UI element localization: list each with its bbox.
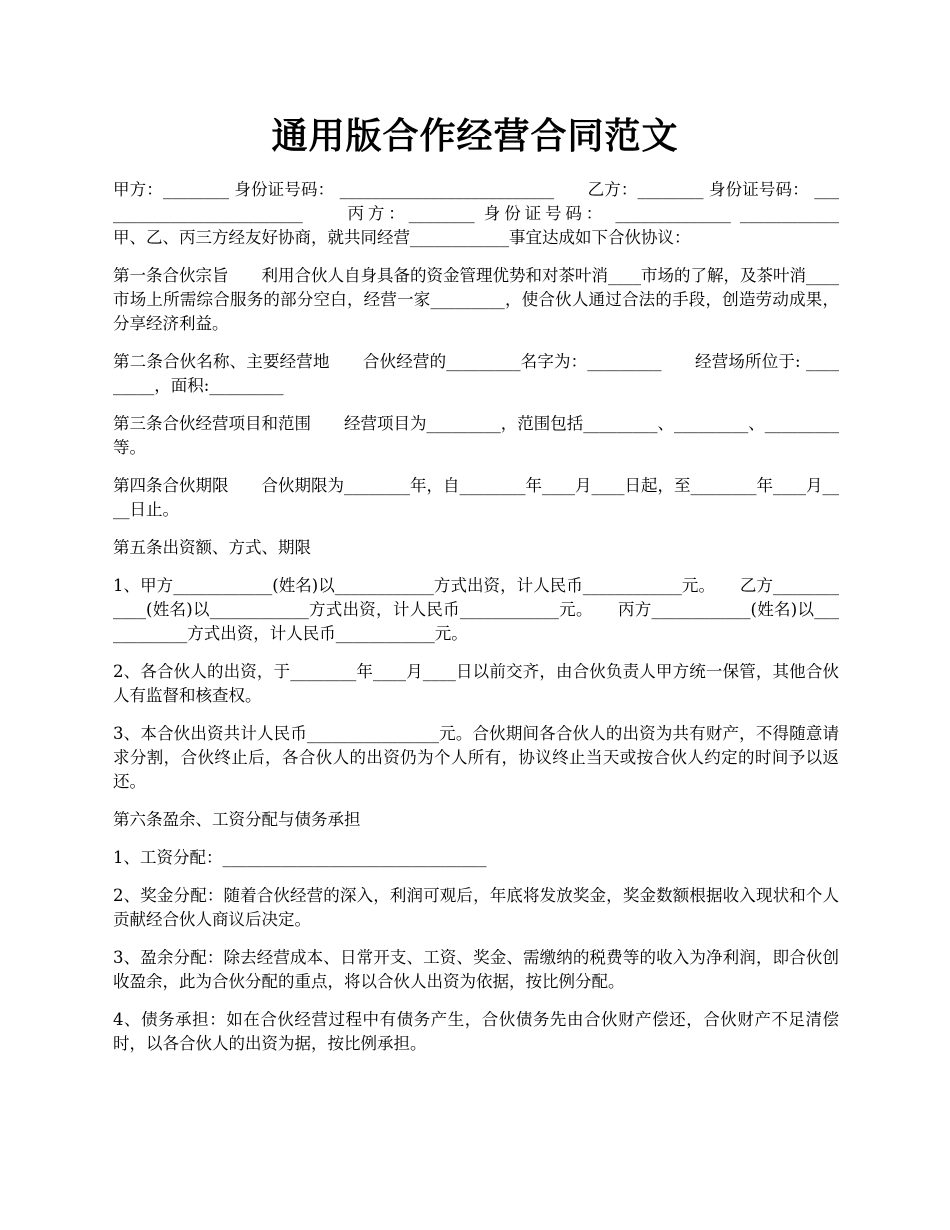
document-body <box>113 178 872 1070</box>
document-title: 通用版合作经营合同范文 <box>271 115 679 157</box>
paragraph-article-2: 第二条合伙名称、主要经营地 合伙经营的_________名字为：_________ 经营场所位于: _________，面积:_________ <box>113 352 839 395</box>
paragraph-article-5-item-1: 1、甲方____________(姓名)以____________方式出资，计人民币____________元。 乙方____________(姓名)以____________方式出资，计人民币____________元。 丙方____________(姓名)以____________方式出资，计人民币____________元。 <box>113 576 839 643</box>
paragraph-article-6-heading: 第六条盈余、工资分配与债务承担 <box>113 810 361 829</box>
paragraph-article-5-item-2: 2、各合伙人的出资，于________年____月____日以前交齐，由合伙负责人甲方统一保管，其他合伙人有监督和核查权。 <box>113 662 839 705</box>
paragraph-article-4: 第四条合伙期限 合伙期限为________年，自________年____月____日起，至________年____月____日止。 <box>113 476 839 519</box>
paragraph-article-6-item-1: 1、工资分配：________________________________ <box>113 848 487 867</box>
paragraph-article-1: 第一条合伙宗旨 利用合伙人自身具备的资金管理优势和对茶叶消____市场的了解，及茶叶消____市场上所需综合服务的部分空白，经营一家_________，使合伙人通过合法的手段，创造劳动成果，分享经济利益。 <box>113 266 839 333</box>
paragraph-article-5-heading: 第五条出资额、方式、期限 <box>113 538 311 557</box>
paragraph-parties: 甲方：________ 身份证号码： __________________________ 乙方：________ 身份证号码： __________________________ 丙方：________ 身份证号码： ______________ ____________ 甲、乙、丙三方经友好协商，就共同经营____________事宜达成如下合伙协议： <box>113 180 872 247</box>
paragraph-article-5-item-3: 3、本合伙出资共计人民币________________元。合伙期间各合伙人的出资为共有财产，不得随意请求分割，合伙终止后，各合伙人的出资仍为个人所有，协议终止当天或按合伙人约定的时间予以返还。 <box>113 724 839 791</box>
paragraph-article-6-item-4: 4、债务承担：如在合伙经营过程中有债务产生，合伙债务先由合伙财产偿还，合伙财产不足清偿时，以各合伙人的出资为据，按比例承担。 <box>113 1010 839 1053</box>
paragraph-article-6-item-2: 2、奖金分配：随着合伙经营的深入，利润可观后，年底将发放奖金，奖金数额根据收入现状和个人贡献经合伙人商议后决定。 <box>113 886 839 929</box>
paragraph-article-6-item-3: 3、盈余分配：除去经营成本、日常开支、工资、奖金、需缴纳的税费等的收入为净利润，即合伙创收盈余，此为合伙分配的重点，将以合伙人出资为依据，按比例分配。 <box>113 948 839 991</box>
paragraph-article-3: 第三条合伙经营项目和范围 经营项目为_________，范围包括_________、_________、_________等。 <box>113 414 839 457</box>
